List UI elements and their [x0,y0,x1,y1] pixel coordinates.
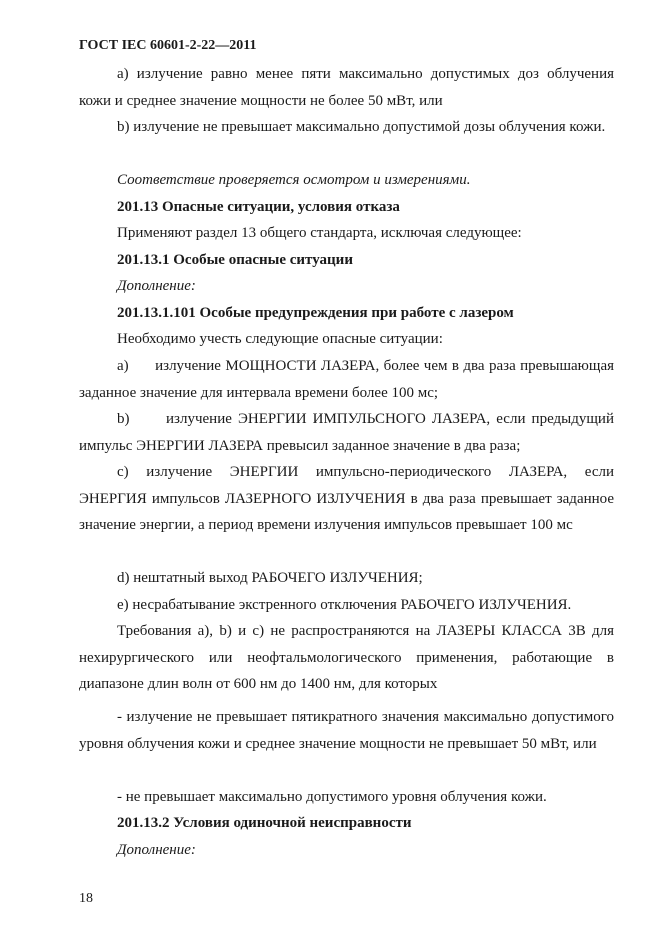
list-item-e-emergency-stop: е) несрабатывание экстренного отключения РАБОЧЕГО ИЗЛУЧЕНИЯ. [117,597,572,613]
paragraph-item-a-skin-dose: а) излучение равно менее пяти максимально допустимых доз облучения кожи и среднее значение мощности не более 50 мВт, или [79,66,614,109]
addition-label-2: Дополнение: [117,842,196,858]
section-heading-201-13-1: 201.13.1 Особые опасные ситуации [117,252,353,268]
dash-item-five-times: - излучение не превышает пятикратного значения максимально допустимого уровня облучения кожи и среднее значение мощности не превышает 50 мВт, или [79,709,614,752]
addition-label: Дополнение: [117,278,196,294]
document-header: ГОСТ IEC 60601-2-22—2011 [79,38,257,53]
list-item-b-pulse-energy: b) излучение ЭНЕРГИИ ИМПУЛЬСНОГО ЛАЗЕРА, если предыдущий импульс ЭНЕРГИИ ЛАЗЕРА превысил заданное значение в два раза; [79,411,614,454]
section-heading-201-13-2: 201.13.2 Условия одиночной неисправности [117,815,412,831]
paragraph-item-b-skin-dose: b) излучение не превышает максимально допустимой дозы облучения кожи. [117,119,606,135]
list-item-c-periodic-laser: с) излучение ЭНЕРГИИ импульсно-периодического ЛАЗЕРА, если ЭНЕРГИЯ импульсов ЛАЗЕРНОГО ИЗЛУЧЕНИЯ в два раза превышает заданное значение энергии, а период времени излучения импульсов превышает 100 мс [79,464,614,533]
section-heading-201-13: 201.13 Опасные ситуации, условия отказа [117,199,400,215]
dash-item-not-exceed: - не превышает максимально допустимого уровня облучения кожи. [117,789,547,805]
paragraph-apply-section: Применяют раздел 13 общего стандарта, исключая следующее: [117,225,522,241]
compliance-note: Соответствие проверяется осмотром и измерениями. [117,172,471,188]
paragraph-requirements-exemption: Требования а), b) и с) не распространяются на ЛАЗЕРЫ КЛАССА 3В для нехирургического или неофтальмологического применения, работающие в диапазоне длин волн от 600 нм до 1400 нм, для которых [79,623,614,692]
paragraph-hazards-intro: Необходимо учесть следующие опасные ситуации: [117,331,443,347]
list-item-a-laser-power: а) излучение МОЩНОСТИ ЛАЗЕРА, более чем в два раза превышающая заданное значение для интервала времени более 100 мс; [79,358,614,401]
page-number: 18 [79,891,93,906]
list-item-d-abnormal-output: d) нештатный выход РАБОЧЕГО ИЗЛУЧЕНИЯ; [117,570,423,586]
section-heading-201-13-1-101: 201.13.1.101 Особые предупреждения при работе с лазером [117,305,514,321]
